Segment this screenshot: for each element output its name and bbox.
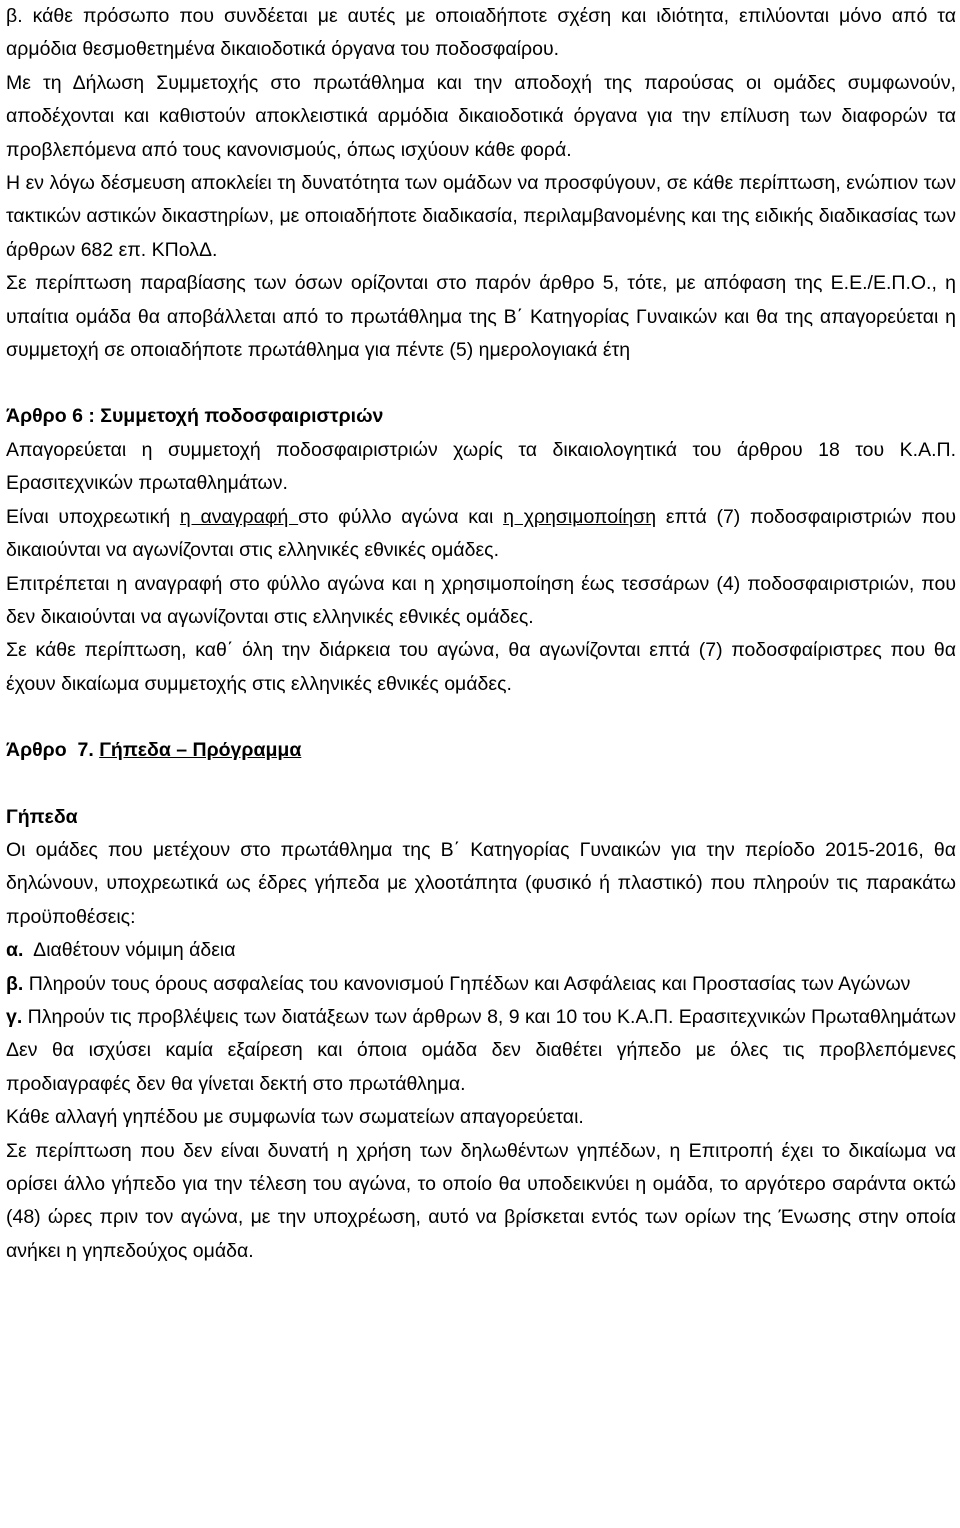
text-span: στο φύλλο αγώνα και (298, 505, 504, 528)
paragraph-no-exception: Δεν θα ισχύσει καμία εξαίρεση και όποια ομάδα δεν διαθέτει γήπεδο με όλες τις προβλεπόμενες προδιαγραφές δεν θα γίνεται δεκτή στο πρωτάθλημα. (6, 1039, 956, 1095)
paragraph-declaration: Με τη Δήλωση Συμμετοχής στο πρωτάθλημα και την αποδοχή της παρούσας οι ομάδες συμφωνούν, αποδέχονται και καθιστούν αποκλειστικά αρμόδια δικαιοδοτικά όργανα για την επίλυση των διαφορών τα προβλεπόμενα από τους κανονισμούς, όπως ισχύουν κάθε φορά. (6, 71, 956, 161)
spacer (6, 768, 956, 801)
list-text-b: Πληρούν τους όρους ασφαλείας του κανονισμού Γηπέδων και Ασφάλειας και Προστασίας των Αγώνων (23, 972, 911, 995)
article-7-heading (6, 734, 956, 767)
paragraph-player-prohibition: Απαγορεύεται η συμμετοχή ποδοσφαιριστριών χωρίς τα δικαιολογητικά του άρθρου 18 του Κ.Α.Π. Ερασιτεχνικών πρωταθλημάτων. (6, 438, 956, 495)
paragraph-stadium-requirements: Οι ομάδες που μετέχουν στο πρωτάθλημα της Β΄ Κατηγορίας Γυναικών για την περίοδο 2015-2016, θα δηλώνουν, υποχρεωτικά ως έδρες γήπεδα με χλοοτάπητα (φυσικό ή πλαστικό) που πληρούν τις παρακάτω προϋποθέσεις: (6, 838, 956, 928)
text-span: επτά (7) ποδοσφαιριστριών που δικαιούνται να αγωνίζονται στις ελληνικές εθνικές ομάδες. (6, 505, 957, 562)
paragraph-violation: Σε περίπτωση παραβίασης των όσων ορίζονται στο παρόν άρθρο 5, τότε, με απόφαση της Ε.Ε./Ε.Π.Ο., η υπαίτια ομάδα θα αποβάλλεται από το πρωτάθλημα της Β΄ Κατηγορίας Γυναικών και θα της απαγορεύεται η συμμετοχή σε οποιαδήποτε πρωτάθλημα για πέντε (5) ημερολογιακά έτη (6, 272, 956, 362)
paragraph-no-change: Κάθε αλλαγή γηπέδου με συμφωνία των σωματείων απαγορεύεται. (6, 1106, 584, 1129)
paragraph-mandatory-listing (6, 501, 956, 568)
paragraph-every-case: Σε κάθε περίπτωση, καθ΄ όλη την διάρκεια του αγώνα, θα αγωνίζονται επτά (7) ποδοσφαίριστρες που θα έχουν δικαίωμα συμμετοχής στις ελληνικές εθνικές ομάδες. (6, 639, 956, 695)
underlined-text: η χρησιμοποίηση (503, 505, 657, 528)
paragraph-alternate-stadium: Σε περίπτωση που δεν είναι δυνατή η χρήση των δηλωθέντων γηπέδων, η Επιτροπή έχει το δικαίωμα να ορίσει άλλο γήπεδο για την τέλεση του αγώνα, το οποίο θα υποδεικνύει η ομάδα, το αργότερο σαράντα οκτώ (48) ώρες πριν τον αγώνα, με την υποχρέωση, αυτό να βρίσκεται εντός των ορίων της Ένωσης στην οποία ανήκει η γηπεδούχος ομάδα. (6, 1139, 956, 1262)
list-text-a: Διαθέτουν νόμιμη άδεια (23, 939, 236, 962)
article-6-heading: Άρθρο 6 : Συμμετοχή ποδοσφαιριστριών (6, 405, 384, 428)
spacer (6, 701, 956, 734)
list-text-c: Πληρούν τις προβλέψεις των διατάξεων των άρθρων 8, 9 και 10 του Κ.Α.Π. Ερασιτεχνικών Πρωταθλημάτων (22, 1005, 956, 1028)
paragraph-beta-continuation: β. κάθε πρόσωπο που συνδέεται με αυτές με οποιαδήποτε σχέση και ιδιότητα, επιλύονται μόνο από τα αρμόδια θεσμοθετημένα δικαιοδοτικά όργανα του ποδοσφαίρου. (6, 5, 956, 61)
stadiums-heading: Γήπεδα (6, 805, 78, 828)
article-7-prefix: Άρθρο 7. (6, 739, 100, 762)
underlined-text: η αναγραφή (179, 505, 299, 528)
document-page (6, 0, 956, 1268)
text-span: Είναι υποχρεωτική (6, 505, 180, 528)
list-marker-b: β. (6, 972, 24, 995)
spacer (6, 367, 956, 400)
paragraph-commitment: Η εν λόγω δέσμευση αποκλείει τη δυνατότητα των ομάδων να προσφύγουν, σε κάθε περίπτωση, ενώπιον των τακτικών αστικών δικαστηρίων, με οποιαδήποτε διαδικασία, περιλαμβανομένης και της ειδικής διαδικασίας των άρθρων 682 επ. ΚΠολΔ. (6, 172, 956, 261)
article-7-title: Γήπεδα – Πρόγραμμα (99, 739, 302, 762)
paragraph-allowed-listing: Επιτρέπεται η αναγραφή στο φύλλο αγώνα και η χρησιμοποίηση έως τεσσάρων (4) ποδοσφαιριστριών, που δεν δικαιούνται να αγωνίζονται στις ελληνικές εθνικές ομάδες. (6, 572, 956, 628)
list-item-b (6, 968, 956, 1001)
list-marker-c: γ. (6, 1005, 23, 1028)
list-item-c (6, 1001, 956, 1034)
list-item-a (6, 934, 956, 967)
list-marker-a: α. (6, 939, 24, 962)
